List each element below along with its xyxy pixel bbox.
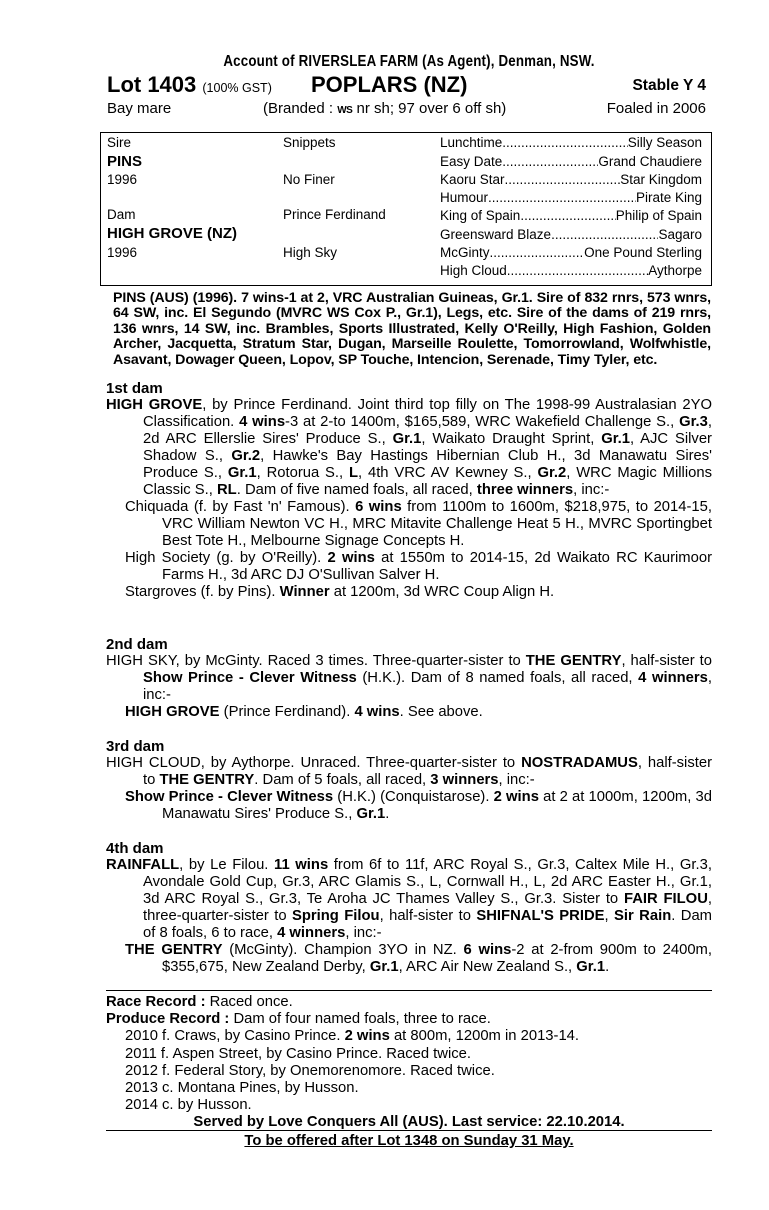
grandsire: Greensward Blaze bbox=[440, 227, 552, 242]
sire-year: 1996 bbox=[107, 172, 138, 187]
great-grandsire: Aythorpe bbox=[648, 263, 702, 278]
lot-number bbox=[107, 72, 272, 101]
produce-item: 2013 c. Montana Pines, by Husson. bbox=[125, 1080, 359, 1097]
great-grandsire: Silly Season bbox=[627, 135, 702, 150]
grandparent-row bbox=[440, 207, 702, 225]
great-grandsire: Pirate King bbox=[635, 190, 702, 205]
lot-label: Lot 1403 bbox=[107, 72, 197, 97]
records-section bbox=[106, 994, 712, 1132]
horse-name: POPLARS (NZ) bbox=[311, 72, 468, 97]
catalogue-page bbox=[106, 52, 713, 1149]
progeny-entry: High Society (g. by O'Reilly). 2 wins at 1550m to 2014-15, 2d Waikato RC Kaurimoor Farms H., 3d ARC DJ O'Sullivan Salver H. bbox=[125, 550, 712, 583]
parent-2: No Finer bbox=[283, 172, 335, 187]
divider bbox=[106, 990, 712, 991]
great-grandsire: Sagaro bbox=[658, 227, 702, 242]
brand-suffix: nr sh; 97 over 6 off sh) bbox=[356, 100, 507, 117]
section-heading: 1st dam bbox=[106, 380, 163, 397]
produce-item: 2011 f. Aspen Street, by Casino Prince. Raced twice. bbox=[125, 1045, 471, 1062]
sire-label: Sire bbox=[107, 135, 132, 150]
produce-record: Produce Record : Dam of four named foals, three to race. bbox=[106, 1011, 491, 1028]
grandsire: McGinty bbox=[440, 245, 490, 260]
pedigree-table bbox=[100, 132, 712, 286]
offered-note: To be offered after Lot 1348 on Sunday 31 May. bbox=[244, 1133, 574, 1149]
section-heading: 2nd dam bbox=[106, 636, 168, 653]
dam-paragraph: RAINFALL, by Le Filou. 11 wins from 6f to 11f, ARC Royal S., Gr.3, Caltex Mile H., Gr.3, Avondale Gold Cup, Gr.3, ARC Glamis S., L, Cornwall H., L, 2d ARC Easter H., Gr.1, 3d ARC Royal S., Gr.3, Te Aroha JC Thames Valley S., Gr.3. Sister to FAIR FILOU, three-quarter-sister to Spring Filou, half-sister to SHIFNAL'S PRIDE, Sir Rain. Dam of 8 foals, 6 to race, 4 winners, inc:- bbox=[106, 857, 713, 941]
grandsire: Kaoru Star bbox=[440, 172, 505, 187]
great-grandsire: One Pound Sterling bbox=[584, 245, 702, 260]
produce-item: 2014 c. by Husson. bbox=[125, 1097, 252, 1114]
lot-line bbox=[106, 72, 712, 98]
dam-year: 1996 bbox=[107, 245, 138, 260]
grandsire: Lunchtime bbox=[440, 135, 503, 150]
grandparent-row bbox=[440, 226, 702, 244]
divider bbox=[106, 1130, 712, 1131]
grandparent-row bbox=[440, 244, 702, 262]
sire-name: PINS bbox=[107, 153, 143, 170]
parent-1: Snippets bbox=[283, 135, 336, 150]
dam-paragraph: HIGH CLOUD, by Aythorpe. Unraced. Three-quarter-sister to NOSTRADAMUS, half-sister to THE GENTRY. Dam of 5 foals, all raced, 3 winners, inc:- bbox=[106, 755, 712, 788]
horse-details bbox=[106, 98, 712, 120]
section-heading: 3rd dam bbox=[106, 738, 165, 755]
horse-sex: Bay mare bbox=[107, 100, 172, 117]
grandsire: King of Spain bbox=[440, 208, 521, 223]
great-grandsire: Grand Chaudiere bbox=[598, 154, 702, 169]
third-dam-section bbox=[106, 738, 712, 823]
second-dam-section bbox=[106, 636, 712, 721]
fourth-dam-section bbox=[106, 840, 712, 976]
progeny-entry: HIGH GROVE (Prince Ferdinand). 4 wins. See above. bbox=[125, 704, 483, 720]
grandparent-row bbox=[440, 189, 702, 207]
race-record: Race Record : Raced once. bbox=[106, 994, 293, 1010]
grandparent-row bbox=[440, 171, 702, 189]
produce-item: 2010 f. Craws, by Casino Prince. 2 wins at 800m, 1200m in 2013-14. bbox=[125, 1028, 580, 1045]
foaled-year: Foaled in 2006 bbox=[606, 100, 706, 117]
stable-location: Stable Y 4 bbox=[632, 77, 706, 94]
great-grandsire: Star Kingdom bbox=[620, 172, 702, 187]
brand-info bbox=[263, 98, 506, 122]
progeny-entry: Chiquada (f. by Fast 'n' Famous). 6 wins from 1100m to 1600m, $218,975, to 2014-15, VRC William Newton VC H., MRC Mitavite Challenge Heat 5 H., MVRC Sportingbet Best Tote H., Melbourne Signage Concepts H. bbox=[125, 499, 712, 549]
great-grandsire: Philip of Spain bbox=[615, 208, 702, 223]
progeny-entry: Stargroves (f. by Pins). Winner at 1200m, 3d WRC Coup Align H. bbox=[125, 584, 555, 600]
served-note: Served by Love Conquers All (AUS). Last service: 22.10.2014. bbox=[193, 1114, 625, 1131]
dam-paragraph: HIGH GROVE, by Prince Ferdinand. Joint third top filly on The 1998-99 Australasian 2YO Classification. 4 wins-3 at 2-to 1400m, $165,589, WRC Wakefield Challenge S., Gr.3, 2d ARC Ellerslie Sires' Produce S., Gr.1, Waikato Draught Sprint, Gr.1, AJC Silver Shadow S., Gr.2, Hawke's Bay Hastings Hibernian Club H., 3d Manawatu Sires' Produce S., Gr.1, Rotorua S., L, 4th VRC AV Kewney S., Gr.2, WRC Magic Millions Classic S., RL. Dam of five named foals, all raced, three winners, inc:- bbox=[106, 397, 712, 498]
progeny-entry: Show Prince - Clever Witness (H.K.) (Conquistarose). 2 wins at 2 at 1000m, 1200m, 3d Manawatu Sires' Produce S., Gr.1. bbox=[125, 789, 712, 822]
dam-paragraph: HIGH SKY, by McGinty. Raced 3 times. Three-quarter-sister to THE GENTRY, half-sister to Show Prince - Clever Witness (H.K.). Dam of 8 named foals, all raced, 4 winners, inc:- bbox=[106, 653, 712, 703]
parent-3: Prince Ferdinand bbox=[283, 207, 386, 222]
produce-item: 2012 f. Federal Story, by Onemorenomore. Raced twice. bbox=[125, 1062, 495, 1079]
grandsire: High Cloud bbox=[440, 263, 507, 278]
brand-prefix: (Branded : bbox=[263, 100, 334, 117]
sire-summary: PINS (AUS) (1996). 7 wins-1 at 2, VRC Australian Guineas, Gr.1. Sire of 832 rnrs, 573 wnrs, 64 SW, inc. El Segundo (MVRC WS Cox P., Gr.1), Legs, etc. Sire of the dams of 219 rnrs, 136 wnrs, 14 SW, inc. Brambles, Sports Illustrated, Kelly O'Reilly, High Fashion, Golden Archer, Jacquetta, Stratum Star, Dugan, Marseille Roulette, Tomorrowland, Wolfwhistle, Asavant, Dowager Queen, Lopov, SP Touche, Intencion, Serenade, Timy Tyler, etc. bbox=[113, 290, 711, 368]
brand-mark: WS bbox=[337, 105, 353, 116]
first-dam-section bbox=[106, 380, 712, 601]
gst-note: (100% GST) bbox=[202, 81, 272, 95]
section-heading: 4th dam bbox=[106, 840, 164, 857]
grandsire: Easy Date bbox=[440, 154, 503, 169]
progeny-entry: THE GENTRY (McGinty). Champion 3YO in NZ. 6 wins-2 at 2-from 900m to 2400m, $355,675, New Zealand Derby, Gr.1, ARC Air New Zealand S., Gr.1. bbox=[125, 942, 712, 975]
grandparent-row bbox=[440, 134, 702, 152]
grandsire: Humour bbox=[440, 190, 489, 205]
vendor-account: Account of RIVERSLEA FARM (As Agent), Denman, NSW. bbox=[223, 53, 595, 70]
dam-label: Dam bbox=[107, 207, 136, 222]
dam-name: HIGH GROVE (NZ) bbox=[107, 225, 237, 242]
grandparent-row bbox=[440, 262, 702, 280]
grandparent-row bbox=[440, 153, 702, 171]
parent-4: High Sky bbox=[283, 245, 338, 260]
